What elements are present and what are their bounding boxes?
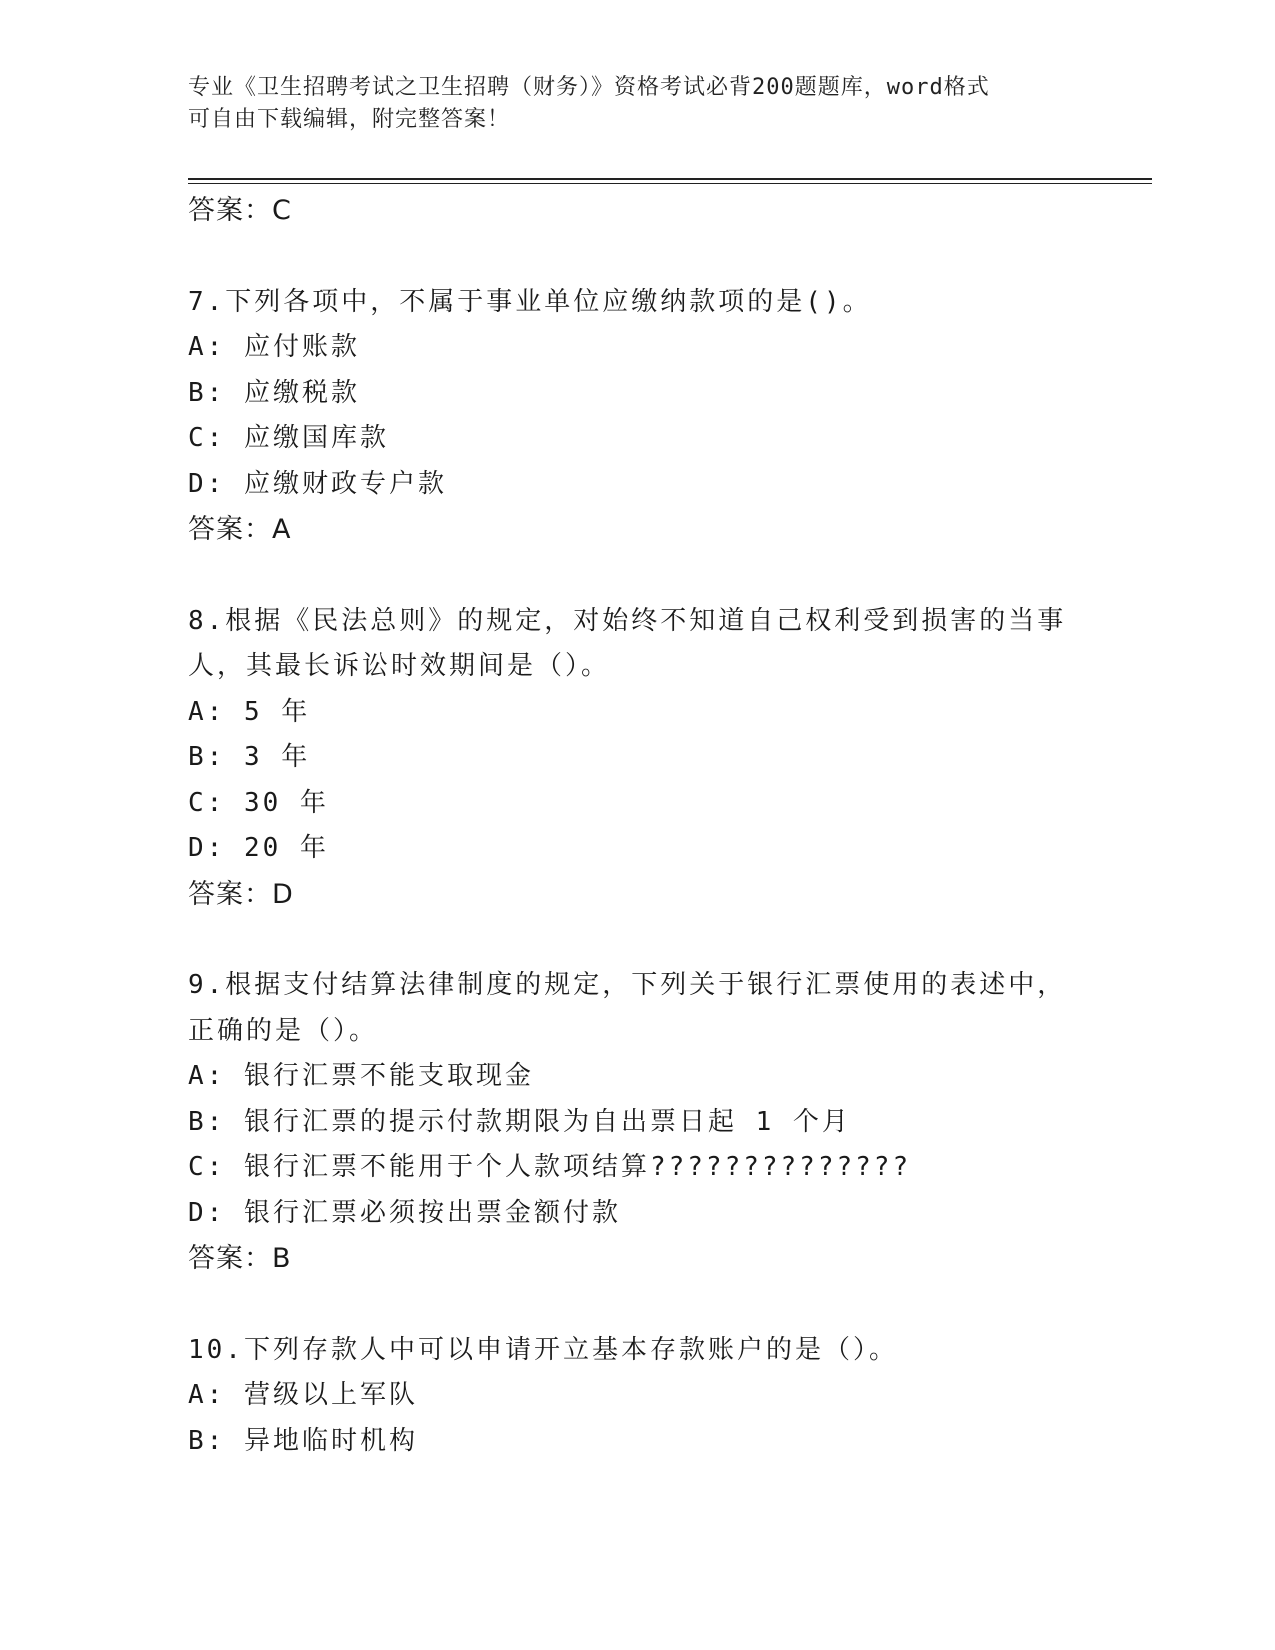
header-title-line-1: 专业《卫生招聘考试之卫生招聘（财务）》资格考试必背200题题库，word格式 xyxy=(188,75,990,100)
spacer xyxy=(188,234,1088,280)
option-a: A: 5 年 xyxy=(188,696,311,727)
option-b: B: 银行汇票的提示付款期限为自出票日起 1 个月 xyxy=(188,1106,851,1137)
question-7 xyxy=(188,280,1088,554)
header-divider-thin xyxy=(188,183,1152,184)
answer: 答案：D xyxy=(188,878,294,910)
option-d: D: 应缴财政专户款 xyxy=(188,468,447,499)
question-stem: 7.下列各项中，不属于事业单位应缴纳款项的是()。 xyxy=(188,286,872,317)
header-divider-thick xyxy=(188,178,1152,180)
answer: 答案：B xyxy=(188,1243,292,1274)
question-9 xyxy=(188,963,1088,1282)
option-b: B: 异地临时机构 xyxy=(188,1425,418,1456)
question-stem: 8.根据《民法总则》的规定，对始终不知道自己权利受到损害的当事 xyxy=(188,605,1067,636)
spacer xyxy=(188,1282,1088,1328)
spacer xyxy=(188,553,1088,599)
document-header xyxy=(188,72,1088,136)
previous-answer: 答案：C xyxy=(188,195,292,226)
option-d: D: 20 年 xyxy=(188,833,329,863)
option-b: B: 3 年 xyxy=(188,742,311,772)
question-stem: 9.根据支付结算法律制度的规定，下列关于银行汇票使用的表述中， xyxy=(188,970,1067,1000)
option-a: A: 应付账款 xyxy=(188,332,360,362)
question-10 xyxy=(188,1328,1088,1465)
question-8 xyxy=(188,599,1088,918)
question-stem-continued: 人，其最长诉讼时效期间是（）。 xyxy=(188,651,611,681)
option-c: C: 30 年 xyxy=(188,787,329,818)
question-stem: 10.下列存款人中可以申请开立基本存款账户的是（）。 xyxy=(188,1334,898,1365)
question-stem-continued: 正确的是（）。 xyxy=(188,1015,379,1046)
option-b: B: 应缴税款 xyxy=(188,377,360,408)
question-list xyxy=(188,188,1088,1464)
option-c: C: 银行汇票不能用于个人款项结算?????????????? xyxy=(188,1152,912,1182)
answer: 答案：A xyxy=(188,514,292,545)
spacer xyxy=(188,918,1088,964)
option-c: C: 应缴国库款 xyxy=(188,423,389,453)
option-a: A: 银行汇票不能支取现金 xyxy=(188,1061,534,1091)
header-title-line-2: 可自由下载编辑，附完整答案！ xyxy=(188,107,511,132)
option-a: A: 营级以上军队 xyxy=(188,1380,418,1410)
option-d: D: 银行汇票必须按出票金额付款 xyxy=(188,1197,621,1228)
